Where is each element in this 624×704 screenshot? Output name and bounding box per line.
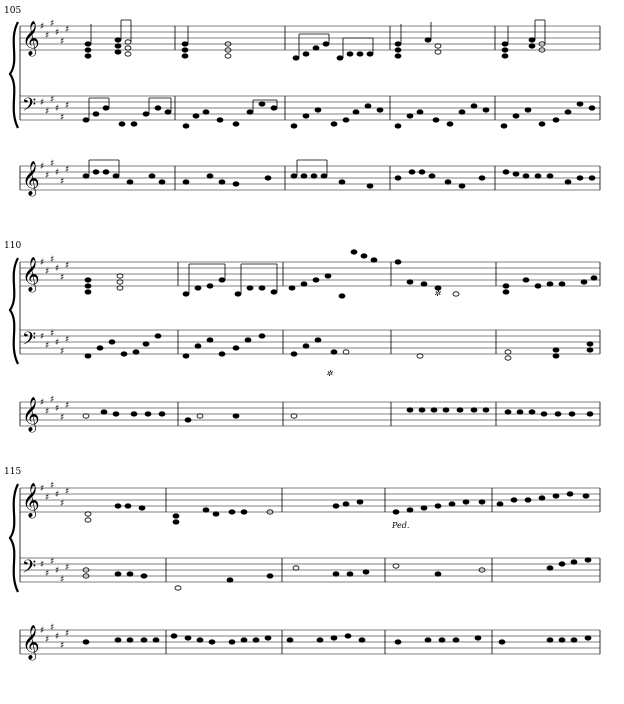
svg-text:♯: ♯ bbox=[40, 162, 45, 172]
svg-text:♯: ♯ bbox=[55, 264, 60, 274]
key-signature bbox=[40, 623, 69, 651]
svg-text:♯: ♯ bbox=[55, 566, 60, 576]
svg-text:♯: ♯ bbox=[40, 398, 45, 408]
lh-notes bbox=[85, 334, 593, 360]
key-signature bbox=[40, 19, 69, 47]
system-1 bbox=[4, 6, 600, 197]
lh-notes bbox=[83, 98, 595, 128]
svg-text:♯: ♯ bbox=[40, 560, 45, 570]
piano-right-hand-staff bbox=[20, 262, 600, 286]
key-signature bbox=[40, 95, 69, 123]
svg-text:♯: ♯ bbox=[50, 255, 55, 265]
grand-staff-brace bbox=[10, 484, 18, 592]
svg-text:♯: ♯ bbox=[65, 25, 70, 35]
key-signature bbox=[40, 329, 69, 357]
barlines bbox=[20, 262, 600, 426]
svg-text:♯: ♯ bbox=[65, 629, 70, 639]
measure-number: 110 bbox=[4, 241, 22, 251]
svg-text:♯: ♯ bbox=[45, 569, 50, 579]
pedal-release-mark: ✲ bbox=[326, 369, 333, 378]
svg-text:♯: ♯ bbox=[60, 575, 65, 585]
svg-text:♯: ♯ bbox=[60, 273, 65, 283]
svg-text:♯: ♯ bbox=[45, 107, 50, 117]
key-signature bbox=[40, 395, 69, 423]
treble-clef-icon: 𝄞 bbox=[22, 625, 40, 660]
svg-text:♯: ♯ bbox=[55, 404, 60, 414]
bass-clef-icon: 𝄢 bbox=[22, 557, 37, 582]
melody-notes bbox=[83, 634, 591, 644]
svg-text:♯: ♯ bbox=[40, 484, 45, 494]
treble-clef-icon: 𝄞 bbox=[22, 161, 40, 196]
pedal-mark: Ped. bbox=[392, 521, 410, 530]
treble-clef-icon: 𝄞 bbox=[22, 21, 40, 56]
svg-text:♯: ♯ bbox=[55, 632, 60, 642]
svg-text:♯: ♯ bbox=[40, 332, 45, 342]
svg-text:♯: ♯ bbox=[65, 261, 70, 271]
svg-text:♯: ♯ bbox=[45, 635, 50, 645]
svg-text:♯: ♯ bbox=[50, 159, 55, 169]
svg-text:♯: ♯ bbox=[60, 37, 65, 47]
svg-text:♯: ♯ bbox=[65, 101, 70, 111]
key-signature bbox=[40, 159, 69, 187]
svg-text:♯: ♯ bbox=[40, 98, 45, 108]
svg-text:♯: ♯ bbox=[65, 165, 70, 175]
svg-text:♯: ♯ bbox=[50, 623, 55, 633]
svg-text:♯: ♯ bbox=[65, 335, 70, 345]
svg-text:♯: ♯ bbox=[55, 104, 60, 114]
melody-staff bbox=[20, 630, 600, 654]
svg-text:♯: ♯ bbox=[45, 341, 50, 351]
svg-text:♯: ♯ bbox=[60, 641, 65, 651]
svg-text:♯: ♯ bbox=[40, 626, 45, 636]
svg-text:♯: ♯ bbox=[55, 490, 60, 500]
svg-text:♯: ♯ bbox=[45, 31, 50, 41]
svg-text:♯: ♯ bbox=[65, 401, 70, 411]
svg-text:♯: ♯ bbox=[50, 329, 55, 339]
bass-clef-icon: 𝄢 bbox=[22, 95, 37, 120]
svg-text:♯: ♯ bbox=[45, 171, 50, 181]
piano-right-hand-staff bbox=[20, 26, 600, 50]
svg-text:♯: ♯ bbox=[45, 493, 50, 503]
svg-text:♯: ♯ bbox=[50, 95, 55, 105]
treble-clef-icon: 𝄞 bbox=[22, 483, 40, 518]
lh-notes bbox=[83, 558, 591, 590]
svg-text:♯: ♯ bbox=[65, 563, 70, 573]
svg-text:♯: ♯ bbox=[40, 258, 45, 268]
key-signature bbox=[40, 481, 69, 509]
svg-text:♯: ♯ bbox=[50, 557, 55, 567]
piano-left-hand-staff bbox=[20, 330, 600, 354]
svg-text:♯: ♯ bbox=[60, 413, 65, 423]
piano-left-hand-staff bbox=[20, 558, 600, 582]
svg-text:♯: ♯ bbox=[50, 19, 55, 29]
svg-text:♯: ♯ bbox=[60, 177, 65, 187]
svg-text:♯: ♯ bbox=[55, 338, 60, 348]
rh-notes bbox=[85, 492, 589, 524]
system-3 bbox=[4, 467, 600, 661]
svg-text:♯: ♯ bbox=[45, 407, 50, 417]
svg-text:♯: ♯ bbox=[55, 28, 60, 38]
measure-number: 105 bbox=[4, 6, 22, 16]
svg-text:♯: ♯ bbox=[45, 267, 50, 277]
svg-text:♯: ♯ bbox=[60, 499, 65, 509]
treble-clef-icon: 𝄞 bbox=[22, 257, 40, 292]
barlines bbox=[20, 488, 600, 654]
svg-text:♯: ♯ bbox=[50, 481, 55, 491]
pedal-release-mark: ✲ bbox=[434, 289, 441, 298]
svg-text:♯: ♯ bbox=[65, 487, 70, 497]
grand-staff-brace bbox=[10, 258, 18, 364]
melody-staff bbox=[20, 402, 600, 426]
treble-clef-icon: 𝄞 bbox=[22, 397, 40, 432]
svg-text:♯: ♯ bbox=[50, 395, 55, 405]
system-2 bbox=[4, 241, 600, 433]
grand-staff-brace bbox=[10, 22, 18, 128]
svg-text:♯: ♯ bbox=[40, 22, 45, 32]
key-signature bbox=[40, 255, 69, 283]
measure-number: 115 bbox=[4, 467, 22, 477]
svg-text:♯: ♯ bbox=[55, 168, 60, 178]
bass-clef-icon: 𝄢 bbox=[22, 329, 37, 354]
svg-text:♯: ♯ bbox=[60, 113, 65, 123]
key-signature bbox=[40, 557, 69, 585]
svg-text:♯: ♯ bbox=[60, 347, 65, 357]
